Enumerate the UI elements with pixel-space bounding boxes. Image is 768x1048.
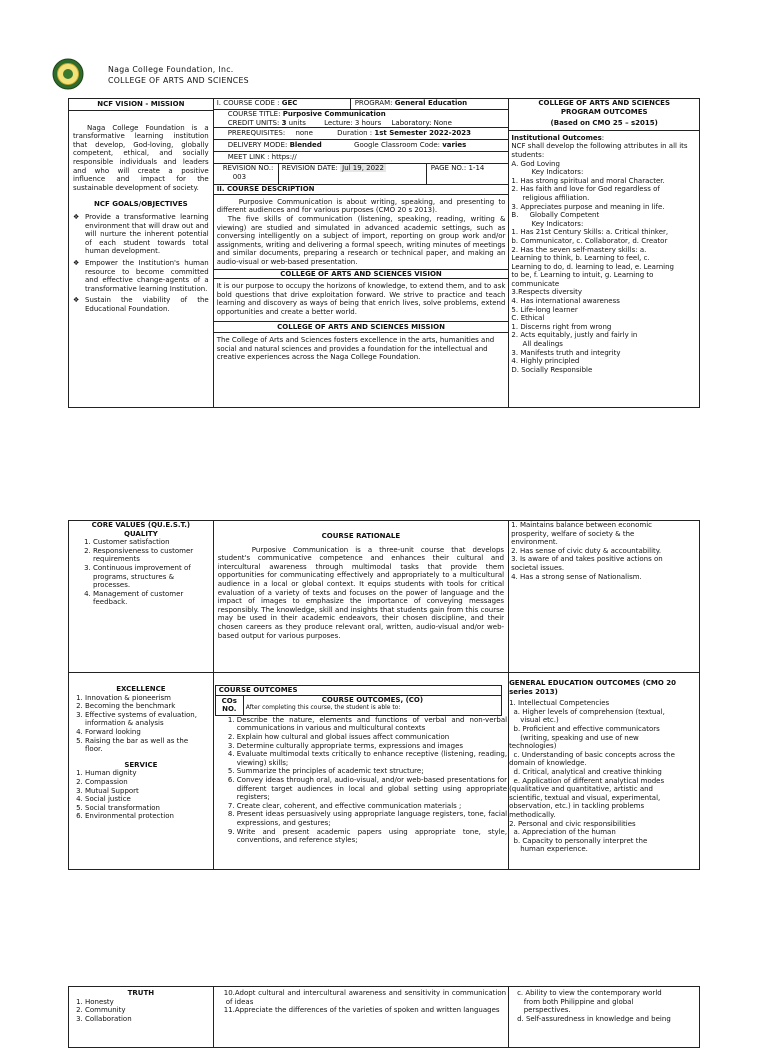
geo-line: (qualitative and quantitative, artistic and <box>509 785 653 794</box>
io-line: 3. Manifests truth and integrity <box>511 348 621 357</box>
co-after-text: After completing this course, the student is able to: <box>245 704 401 712</box>
geo-line: 2. Personal and civic responsibilities <box>509 819 636 828</box>
ge-outcomes-continued <box>509 987 699 1023</box>
io-line: D. Socially Responsible <box>511 365 593 374</box>
service-item: 1. Human dignity <box>85 769 207 778</box>
credit-units: units <box>288 118 306 127</box>
geo-line: human experience. <box>509 845 588 854</box>
vision-mission-title: NCF VISION - MISSION <box>69 99 213 111</box>
geo-line: (writing, speaking and use of new <box>509 733 639 742</box>
excellence-item: 5. Raising the bar as well as the floor. <box>85 737 207 754</box>
geo-line: d. Self-assuredness in knowledge and being <box>517 1014 671 1023</box>
sr-line: prosperity, welfare of society & the <box>511 529 635 538</box>
ge-outcomes-cell <box>509 673 700 870</box>
course-outcome-item: 4. Evaluate multimodal texts critically to enhance receptive (listening, reading, viewing) skills; <box>237 750 507 767</box>
course-code-value: GEC <box>281 99 298 107</box>
excellence-title: EXCELLENCE <box>116 685 166 693</box>
delivery-row <box>214 140 509 152</box>
sr-line: 2. Has sense of civic duty & accountability. <box>511 546 662 555</box>
course-description-p1: Purposive Communication is about writing, speaking, and presenting to different audiences and for various purposes (CMO 20 s 2013). <box>216 197 506 215</box>
po-title-1: COLLEGE OF ARTS AND SCIENCES <box>538 99 670 107</box>
service-item: 2. Compassion <box>85 778 207 787</box>
school-seal-logo <box>52 58 94 90</box>
revision-no-label: REVISION NO.: <box>222 164 274 173</box>
io-line: C. Ethical <box>511 314 545 323</box>
course-info-column <box>213 99 509 408</box>
geo-line: observation, etc.) in tackling problems <box>509 802 645 811</box>
io-line: communicate <box>511 279 560 288</box>
program-outcomes-column <box>509 99 700 408</box>
io-line: 2. Has the seven self-mastery skills: a. <box>511 245 647 254</box>
course-outcomes-continued-cell <box>213 987 508 1048</box>
ge-outcomes-title: GENERAL EDUCATION OUTCOMES (CMO 20 series 2013) <box>509 679 677 696</box>
io-line: 2. Acts equitably, justly and fairly in <box>511 331 638 340</box>
revision-date-label: REVISION DATE: <box>281 164 338 173</box>
geo-line: perspectives. <box>517 1006 571 1015</box>
syllabus-table-page-2 <box>68 520 700 870</box>
course-outcome-item: 11.Appreciate the differences of the varieties of spoken and written languages <box>223 1006 500 1015</box>
sr-line: societal issues. <box>511 563 565 572</box>
excellence-item: 1. Innovation & pioneerism <box>85 694 207 703</box>
service-list <box>69 769 213 821</box>
io-line: All dealings <box>511 340 563 349</box>
geo-line: d. Critical, analytical and creative thinking <box>509 767 662 776</box>
core-values-title: CORE VALUES (QU.E.S.T.) <box>91 521 191 529</box>
geo-line: b. Proficient and effective communicators <box>509 724 660 733</box>
service-item: 4. Social justice <box>85 795 207 804</box>
io-line: 4. Has international awareness <box>511 297 620 306</box>
io-line: Learning to think, b. Learning to feel, c. <box>511 254 650 263</box>
service-title: SERVICE <box>124 760 158 769</box>
quality-item: 1. Customer satisfaction <box>93 538 209 547</box>
course-code-label: I. COURSE CODE : <box>216 99 280 107</box>
program-value: General Education <box>394 99 468 107</box>
io-line: 5. Life-long learner <box>511 305 578 314</box>
college-name: COLLEGE OF ARTS AND SCIENCES <box>108 76 249 85</box>
course-title-label: COURSE TITLE: <box>227 110 281 118</box>
course-outcome-item: 1. Describe the nature, elements and functions of verbal and non-verbal communications in various and multicultural contexts <box>237 716 507 733</box>
io-line: Learning to do, d. learning to lead, e. Learning <box>511 262 674 271</box>
prereq-value: none <box>295 129 313 138</box>
laboratory-hours: Laboratory: None <box>391 118 452 127</box>
socially-responsible-cell <box>509 521 700 673</box>
co-column-title: COURSE OUTCOMES, (CO) <box>321 695 424 704</box>
truth-item: 2. Community <box>85 1006 213 1015</box>
io-line: NCF shall develop the following attributes in all its students: <box>511 142 688 159</box>
prereq-label: PREREQUISITES: <box>227 129 286 138</box>
quality-list <box>69 538 213 607</box>
goal-item: ❖ Provide a transformative learning environment that will draw out and will nurture the inherent potential of each student towards total human development. <box>73 213 209 256</box>
lecture-hours: Lecture: 3 hours <box>324 118 382 127</box>
vision-mission-text: Naga College Foundation is a transformative learning institution that develop, God-loving, globally competent, ethical, and socially responsible individuals and leaders and who will create a positive influence and impact for the sustainable development of society. <box>73 123 209 192</box>
course-outcome-item: 2. Explain how cultural and global issues affect communication <box>237 733 507 742</box>
co-column-header <box>215 695 502 716</box>
io-line: 4. Highly principled <box>511 357 580 366</box>
sr-line: 3. Is aware of and takes positive actions on <box>511 555 663 564</box>
revision-date-value: Jul 19, 2022 <box>342 164 384 173</box>
cas-mission-text: The College of Arts and Sciences fosters excellence in the arts, humanities and social and natural sciences and provides a foundation for the intellectual and creative experiences across the Naga College Foundation. <box>216 336 495 362</box>
geo-line: visual etc.) <box>509 716 559 725</box>
goal-item: ❖ Empower the Institution's human resource to become committed and effective change-agents of a transformative learning Institution. <box>73 259 209 293</box>
cas-mission-title: COLLEGE OF ARTS AND SCIENCES MISSION <box>214 321 509 334</box>
quality-title: QUALITY <box>124 529 158 538</box>
page-number: PAGE NO.: 1-14 <box>430 164 485 173</box>
truth-list <box>69 998 213 1024</box>
excellence-list <box>69 694 213 754</box>
cas-vision-title: COLLEGE OF ARTS AND SCIENCES VISION <box>214 269 509 280</box>
io-line: 3.Respects diversity <box>511 288 583 297</box>
io-line: b. Communicator, c. Collaborator, d. Creator <box>511 236 668 245</box>
syllabus-table-page-3 <box>68 986 700 1048</box>
course-description-title: II. COURSE DESCRIPTION <box>214 185 509 195</box>
school-name: Naga College Foundation, Inc. <box>108 65 234 74</box>
credit-value: 3 <box>281 118 287 127</box>
classroom-code-label: Google Classroom Code: <box>354 141 440 150</box>
sr-line: 1. Maintains balance between economic <box>511 521 653 529</box>
goal-item: ❖ Sustain the viability of the Educational Foundation. <box>73 296 209 313</box>
course-outcome-item: 9. Write and present academic papers using appropriate tone, style, conventions, and reference styles; <box>237 828 507 845</box>
geo-line: e. Application of different analytical modes <box>509 776 665 785</box>
geo-line: from both Philippine and global <box>517 997 634 1006</box>
revision-row <box>214 164 509 185</box>
io-line: 3. Appreciates purpose and meaning in life. <box>511 202 665 211</box>
io-line: 2. Has faith and love for God regardless of <box>511 185 660 194</box>
course-outcome-item: 7. Create clear, coherent, and effective communication materials ; <box>237 802 507 811</box>
geo-line: 1. Intellectual Competencies <box>509 699 610 708</box>
quality-item: 3. Continuous improvement of programs, structures & processes. <box>93 564 209 590</box>
truth-item: 1. Honesty <box>85 998 213 1007</box>
course-outcome-item: 6. Convey ideas through oral, audio-visual, and/or web-based presentations for different target audiences in local and global setting using appropriate registers; <box>237 776 507 802</box>
classroom-code-value: varies <box>442 141 467 150</box>
service-item: 6. Environmental protection <box>85 812 207 821</box>
sr-line: 4. Has a strong sense of Nationalism. <box>511 572 642 581</box>
excellence-item: 2. Becoming the benchmark <box>85 702 207 711</box>
credit-row <box>214 119 509 129</box>
truth-title: TRUTH <box>127 989 155 997</box>
geo-line: c. Ability to view the contemporary world <box>517 989 662 997</box>
course-outcomes-cell <box>213 673 508 870</box>
geo-line: a. Appreciation of the human <box>509 828 616 837</box>
sr-line: environment. <box>511 538 558 547</box>
po-title-2: PROGRAM OUTCOMES <box>560 107 648 116</box>
program-label: PROGRAM: <box>354 99 393 107</box>
course-description-p2: The five skills of communication (listening, speaking, reading, writing & viewing) are studied and simulated in advanced academic settings, such as conversing intelligently on a subject of import, reporting on group work and/or assignments, writing and delivering a formal speech, writing minutes of meetings and similar documents, preparing a research or technical paper, and making an audio-visual or web-based presentation. <box>216 214 506 266</box>
ge-outcomes-list <box>509 699 699 854</box>
course-outcomes-box <box>215 685 502 716</box>
course-title-value: Purposive Communication <box>282 110 386 118</box>
duration-label: Duration : <box>337 129 373 138</box>
course-outcomes-list <box>214 716 508 845</box>
truth-cell <box>69 987 214 1048</box>
geo-line: scientific, textual and visual, experimental, <box>509 793 661 802</box>
prereq-row <box>214 128 509 140</box>
excellence-item: 3. Effective systems of evaluation, information & analysis <box>85 711 207 728</box>
io-line: 1. Has strong spiritual and moral Character. <box>511 176 665 185</box>
io-line: Key Indicators: <box>511 168 584 177</box>
meet-link[interactable]: MEET LINK : https:// <box>214 152 509 164</box>
po-title-3: (Based on CMO 25 – s2015) <box>550 119 658 128</box>
quality-item: 2. Responsiveness to customer requirements <box>93 547 209 564</box>
geo-line: domain of knowledge. <box>509 759 587 768</box>
geo-line: methodically. <box>509 810 556 819</box>
io-line: religious affiliation. <box>511 193 590 202</box>
co-number-header: COs NO. <box>216 696 244 715</box>
io-line: Key Indicators: <box>511 219 584 228</box>
io-line: to be, f. Learning to intuit, g. Learning to <box>511 271 654 280</box>
revision-no-value: 003 <box>232 172 247 181</box>
excellence-item: 4. Forward looking <box>85 728 207 737</box>
goals-list <box>69 209 213 314</box>
io-line: B. Globally Competent <box>511 211 600 220</box>
truth-item: 3. Collaboration <box>85 1015 213 1024</box>
io-line: A. God Loving <box>511 159 560 168</box>
delivery-value: Blended <box>289 141 322 150</box>
course-title-row <box>214 110 509 119</box>
excellence-service-cell <box>69 673 214 870</box>
io-line: 1. Has 21st Century Skills: a. Critical thinker, <box>511 228 669 237</box>
cas-vision-text: It is our purpose to occupy the horizons of knowledge, to extend them, and to ask bold questions that drive exploitation forward. We strive to practice and teach learning and discovery as ways of being that enrich lives, solve problems, extend opportunities and create a better world. <box>216 282 506 316</box>
socially-responsible-indicators <box>509 521 699 581</box>
goals-title: NCF GOALS/OBJECTIVES <box>94 200 188 209</box>
ge-outcomes-continued-cell <box>509 987 700 1048</box>
geo-line: a. Higher levels of comprehension (textual, <box>509 707 665 716</box>
duration-value: 1st Semester 2022-2023 <box>374 129 472 138</box>
institutional-outcomes: Institutional Outcomes: NCF shall develop the following attributes in all its students: A. God Loving Key Indicators: 1. Has strong spiritual and moral Character. 2. Has faith and love for God regardless of religious affiliation. 3. Appreciates purpose and meaning in life. B. Globally Competent Key Indicators: 1. Has 21st Century Skills: a. Critical thinker, b. Communicator, c. Collaborator, d. Creator 2. Has the seven self-mastery skills: a. Learning to think, b. Learning to feel, c. Learning to do, d. learning to lead, e. Learning to be, f. Learning to intuit, g. Learning to communicate 3.Respects diversity 4. Has international awareness 5. Life-long learner C. Ethical 1. Discerns right from wrong 2. Acts equitably, justly and fairly in All dealings 3. Manifests truth and integrity 4. Highly principled D. Socially Responsible <box>509 130 699 375</box>
io-line: 1. Discerns right from wrong <box>511 322 612 331</box>
course-outcomes-header: COURSE OUTCOMES <box>215 685 502 695</box>
delivery-label: DELIVERY MODE: <box>227 141 288 150</box>
course-outcome-item: 10.Adopt cultural and intercultural awareness and sensitivity in communication of ideas <box>223 989 507 1006</box>
geo-line: b. Capacity to personally interpret the <box>509 836 648 845</box>
course-rationale-cell <box>213 521 508 673</box>
vision-mission-column <box>69 99 214 408</box>
course-rationale-text: Purposive Communication is a three-unit course that develops student's communicative competence and enhances their cultural and intercultural awareness through multimodal tasks that provide them opportunities for communicating effectively and appropriately to a multicultural audience in a local or global context. It equips students with tools for critical evaluation of a variety of texts and focuses on the power of language and the impact of images to emphasize the importance of conveying messages responsibly. The knowledge, skill and insights that students gain from this course may be used in their academic endeavors, their chosen discipline, and their chosen careers as they produce relevant oral, written, audio-visual and/or web-based output for various purposes. <box>217 545 505 640</box>
geo-line: technologies) <box>509 742 557 751</box>
course-rationale-title: COURSE RATIONALE <box>321 532 401 540</box>
credit-label: CREDIT UNITS: <box>227 118 280 127</box>
course-outcome-item: 8. Present ideas persuasively using appropriate language registers, tone, facial expressions, and gestures; <box>237 810 507 827</box>
service-item: 3. Mutual Support <box>85 787 207 796</box>
course-outcome-item: 5. Summarize the principles of academic text structure; <box>237 767 507 776</box>
core-values-cell <box>69 521 214 673</box>
quality-item: 4. Management of customer feedback. <box>93 590 209 607</box>
io-label: Institutional Outcomes <box>511 133 602 142</box>
syllabus-table-page-1 <box>68 98 700 408</box>
course-code-row <box>214 99 509 110</box>
course-outcome-item: 3. Determine culturally appropriate terms, expressions and images <box>237 742 507 751</box>
service-item: 5. Social transformation <box>85 804 207 813</box>
geo-line: c. Understanding of basic concepts across the <box>509 750 675 759</box>
